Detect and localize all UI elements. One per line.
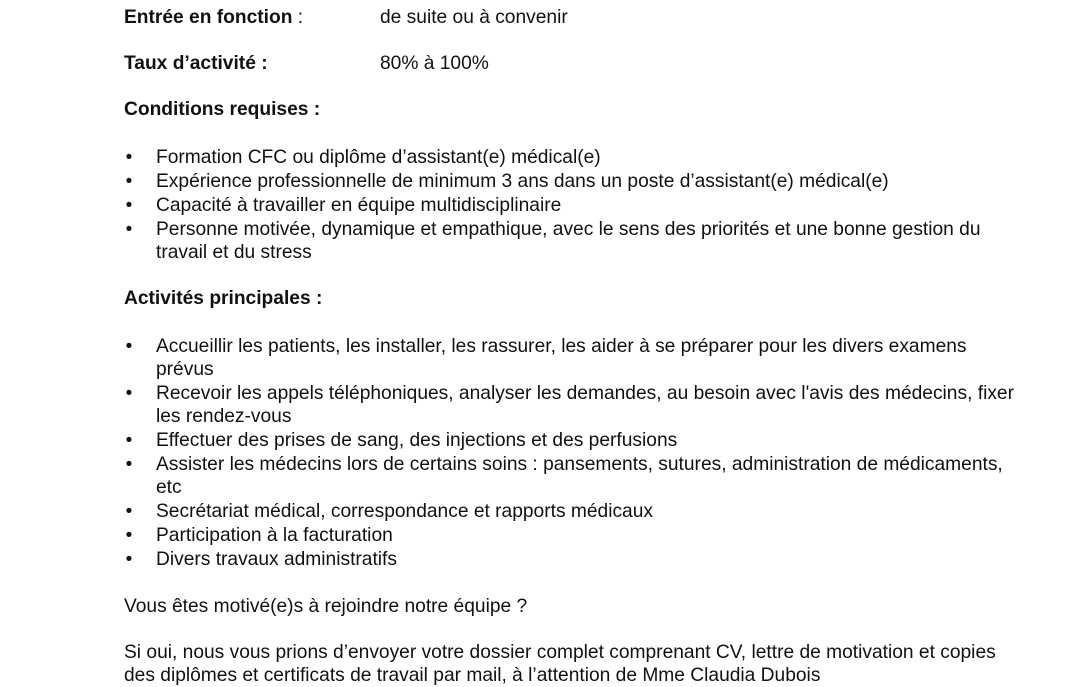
list-item: • Accueillir les patients, les installer, les rassurer, les aider à se préparer pour les divers examens prévus — [125, 336, 967, 380]
bullet-icon: • — [125, 219, 133, 240]
list-item: • Divers travaux administratifs — [125, 549, 397, 570]
requirements-list — [124, 146, 1024, 265]
bullet-icon: • — [125, 195, 133, 216]
bullet-icon: • — [125, 336, 133, 357]
list-item: • Assister les médecins lors de certains soins : pansements, sutures, administration de médicaments, etc — [125, 454, 1003, 498]
bullet-icon: • — [125, 525, 133, 546]
start-date-label: Entrée en fonction : — [124, 7, 304, 28]
bullet-icon: • — [125, 147, 133, 168]
list-item: • Personne motivée, dynamique et empathique, avec le sens des priorités et une bonne gestion du travail et du stress — [125, 219, 981, 263]
list-item: • Formation CFC ou diplôme d’assistant(e) médical(e) — [125, 147, 601, 168]
bullet-icon: • — [125, 383, 133, 404]
list-item: • Effectuer des prises de sang, des injections et des perfusions — [125, 430, 678, 451]
start-date-value: de suite ou à convenir — [380, 7, 568, 28]
activities-list — [124, 335, 1024, 572]
start-date-row — [124, 6, 1024, 30]
list-item: • Recevoir les appels téléphoniques, analyser les demandes, au besoin avec l'avis des médecins, fixer les rendez-vous — [125, 383, 1014, 427]
list-item: • Expérience professionnelle de minimum 3 ans dans un poste d’assistant(e) médical(e) — [125, 171, 889, 192]
bullet-icon: • — [125, 549, 133, 570]
list-item: • Capacité à travailler en équipe multidisciplinaire — [125, 195, 562, 216]
requirements-heading: Conditions requises : — [124, 99, 321, 120]
activity-rate-label: Taux d’activité : — [124, 53, 268, 74]
bullet-icon: • — [125, 454, 133, 475]
list-item: • Secrétariat médical, correspondance et rapports médicaux — [125, 501, 653, 522]
job-posting-document — [124, 6, 1024, 687]
bullet-icon: • — [125, 430, 133, 451]
closing-instructions: Si oui, nous vous prions d’envoyer votre dossier complet comprenant CV, lettre de motivation et copies des diplômes et certificats de travail par mail, à l’attention de Mme Claudia Dubois — [124, 642, 996, 686]
bullet-icon: • — [125, 171, 133, 192]
activity-rate-value: 80% à 100% — [380, 53, 489, 74]
activity-rate-row — [124, 52, 1024, 76]
closing-question: Vous êtes motivé(e)s à rejoindre notre équipe ? — [124, 596, 528, 617]
list-item: • Participation à la facturation — [125, 525, 393, 546]
activities-heading: Activités principales : — [124, 288, 323, 309]
bullet-icon: • — [125, 501, 133, 522]
